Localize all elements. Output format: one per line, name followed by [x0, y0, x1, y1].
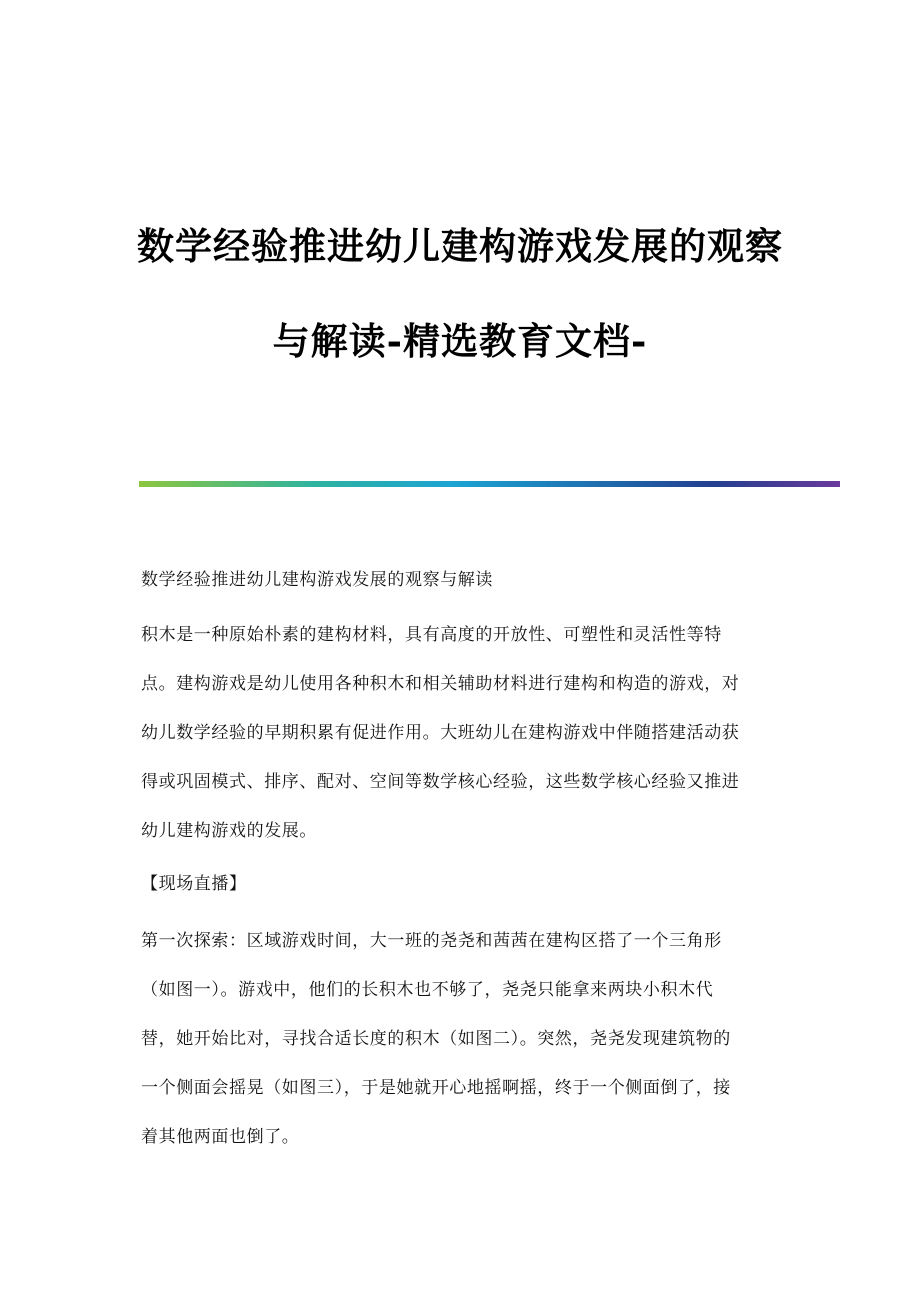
exploration-paragraph — [141, 917, 781, 1162]
section-heading: 【现场直播】 — [141, 874, 247, 894]
text-line: 替，她开始比对，寻找合适长度的积木（如图二）。突然，尧尧发现建筑物的 — [141, 1029, 731, 1049]
document-title-line-1: 数学经验推进幼儿建构游戏发展的观察 — [137, 224, 783, 268]
text-line: 得或巩固模式、排序、配对、空间等数学核心经验，这些数学核心经验又推进 — [141, 772, 740, 792]
text-line: 幼儿数学经验的早期积累有促进作用。大班幼儿在建构游戏中伴随搭建活动获 — [141, 723, 740, 743]
text-line: （如图一）。游戏中，他们的长积木也不够了，尧尧只能拿来两块小积木代 — [141, 980, 714, 1000]
text-line: 幼儿建构游戏的发展。 — [141, 821, 317, 841]
article-subtitle: 数学经验推进幼儿建构游戏发展的观察与解读 — [141, 570, 493, 590]
intro-paragraph — [141, 611, 781, 856]
text-line: 第一次探索：区域游戏时间，大一班的尧尧和茜茜在建构区搭了一个三角形 — [141, 931, 722, 951]
text-line: 积木是一种原始朴素的建构材料，具有高度的开放性、可塑性和灵活性等特 — [141, 625, 722, 645]
text-line: 着其他两面也倒了。 — [141, 1127, 300, 1147]
text-line: 点。建构游戏是幼儿使用各种积木和相关辅助材料进行建构和构造的游戏，对 — [141, 674, 740, 694]
title-divider — [139, 481, 840, 487]
document-title-line-2: 与解读-精选教育文档- — [272, 319, 648, 363]
text-line: 一个侧面会摇晃（如图三），于是她就开心地摇啊摇，终于一个侧面倒了，接 — [141, 1078, 731, 1098]
